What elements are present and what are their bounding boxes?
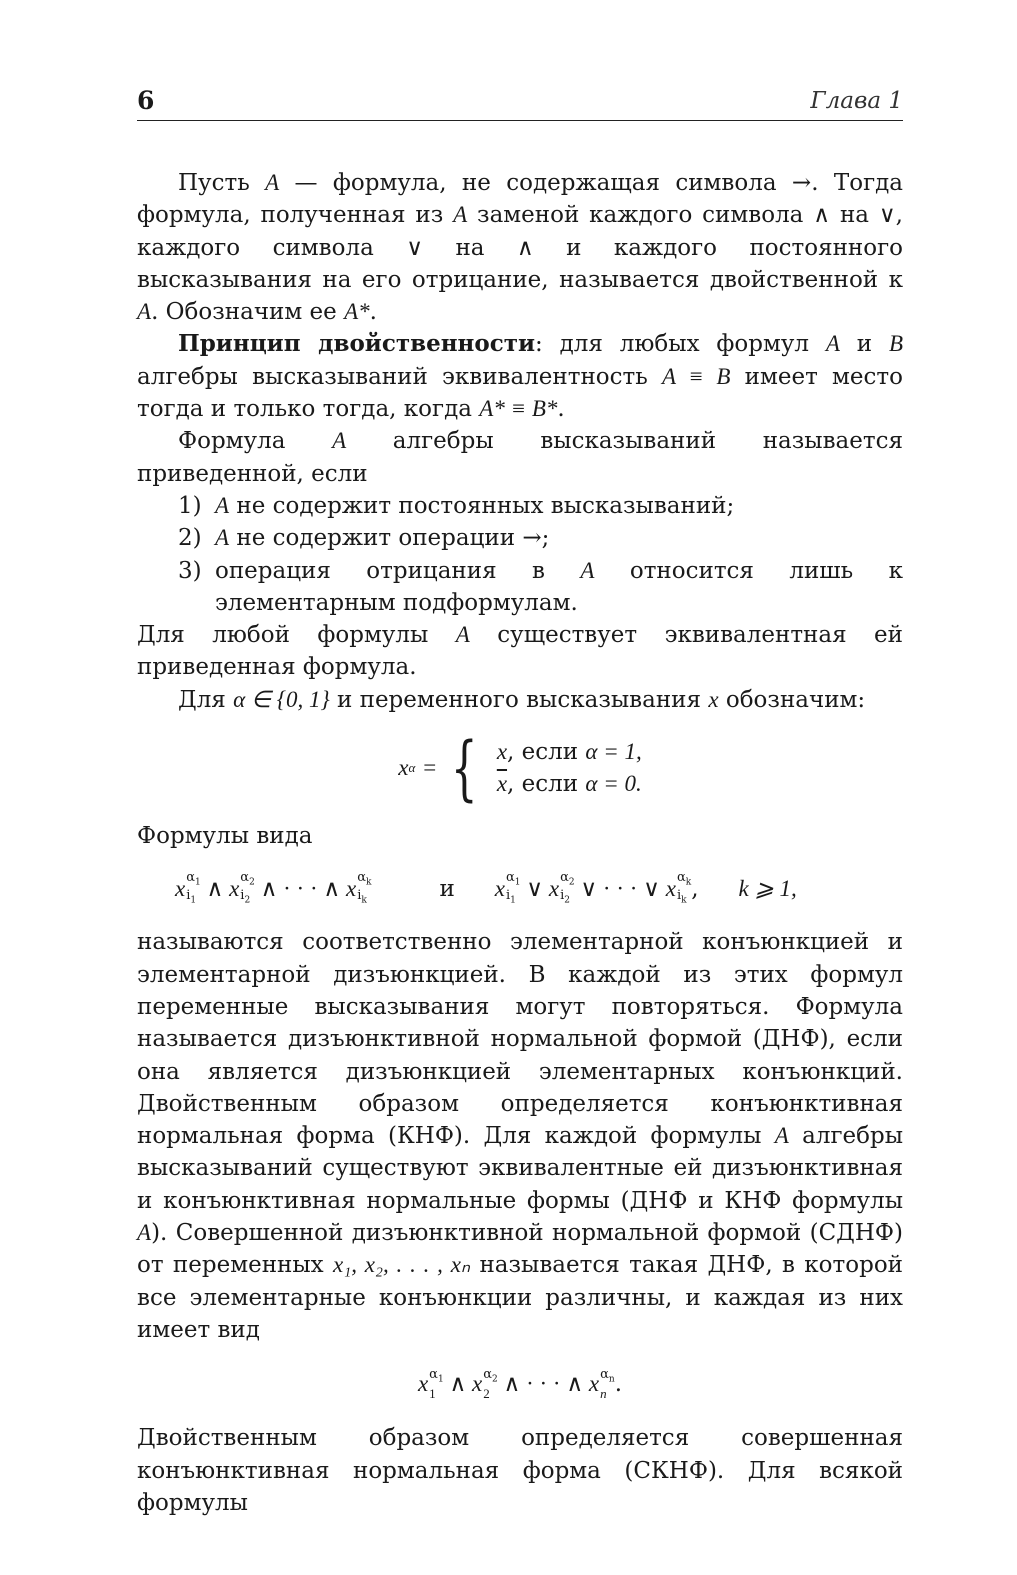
body-text: [137, 167, 903, 1519]
paragraph-formulas-of-form: Формулы вида: [137, 823, 313, 850]
paragraph-equivalent-reduced: Для любой формулы A существует эквивалентная ей приведенная формула.: [137, 622, 903, 681]
paragraph-sknf: Двойственным образом определяется совершенная конъюнктивная нормальная форма (СКНФ). Для всякой формулы: [137, 1425, 903, 1516]
page: [137, 86, 903, 1519]
paragraph-reduced-formula: Формула A алгебры высказываний называется приведенной, если: [137, 428, 903, 487]
paragraph-normal-forms: называются соответственно элементарной конъюнкцией и элементарной дизъюнкцией. В каждой из этих формул переменные высказывания могут повторяться. Формула называется дизъюнктивной нормальной формой (ДНФ), если она является дизъюнкцией элементарных конъюнкций. Двойственным образом определяется конъюнктивная нормальная форма (КНФ). Для каждой формулы A алгебры высказываний существуют эквивалентные ей дизъюнктивная и конъюнктивная нормальные формы (ДНФ и КНФ формулы A). Совершенной дизъюнктивной нормальной формой (СДНФ) от переменных x₁, x₂, . . . , xₙ называется такая ДНФ, в которой все элементарные конъюнкции различны, и каждая из них имеет вид: [137, 929, 904, 1343]
paragraph-duality-principle: Принцип двойственности: для любых формул A и B алгебры высказываний эквивалентность A ≡ B имеет место тогда и только тогда, когда A* ≡ B*.: [137, 330, 904, 423]
paragraph-notation: Для α ∈ {0, 1} и переменного высказывания x обозначим:: [178, 686, 866, 713]
cases-formula: x α = { x, если α = 1, $\overline{x}$, если α = 0.: [398, 727, 642, 810]
page-number: 6: [137, 86, 155, 115]
paragraph-dual-definition: Пусть A — формула, не содержащая символа →. Тогда формула, полученная из A заменой каждого символа ∧ на ∨, каждого символа ∨ на ∧ и каждого постоянного высказывания на его отрицание, называется двойственной к A. Обозначим ее A*.: [137, 170, 903, 326]
running-header: [137, 86, 903, 121]
list-item: 3) операция отрицания в A относится лишь к элементарным подформулам.: [178, 557, 904, 616]
list-item: 1) A не содержит постоянных высказываний;: [178, 492, 735, 519]
list-item: 2) A не содержит операции →;: [178, 525, 550, 552]
elementary-conjunction-disjunction-formula: x $\alpha_1$ $i_1$ ∧ x $\alpha_2$ $i_2$ ∧ · · · ∧ x $\alpha_k$ $i_k$ и x $\alpha_1$ $i_1$ ∨ x $\alpha_2$ $i_2$ ∨ · · · ∨ x $\alpha_k$ $i_k$ , k ⩾ 1,: [175, 869, 797, 906]
left-brace: {: [451, 727, 478, 810]
conditions-list: [137, 490, 903, 619]
chapter-title: Глава 1: [810, 88, 903, 114]
perfect-conjunction-formula: x $\alpha_1$ 1 ∧ x $\alpha_2$ 2 ∧ · · · ∧ x $\alpha_n$ n .: [417, 1367, 623, 1401]
